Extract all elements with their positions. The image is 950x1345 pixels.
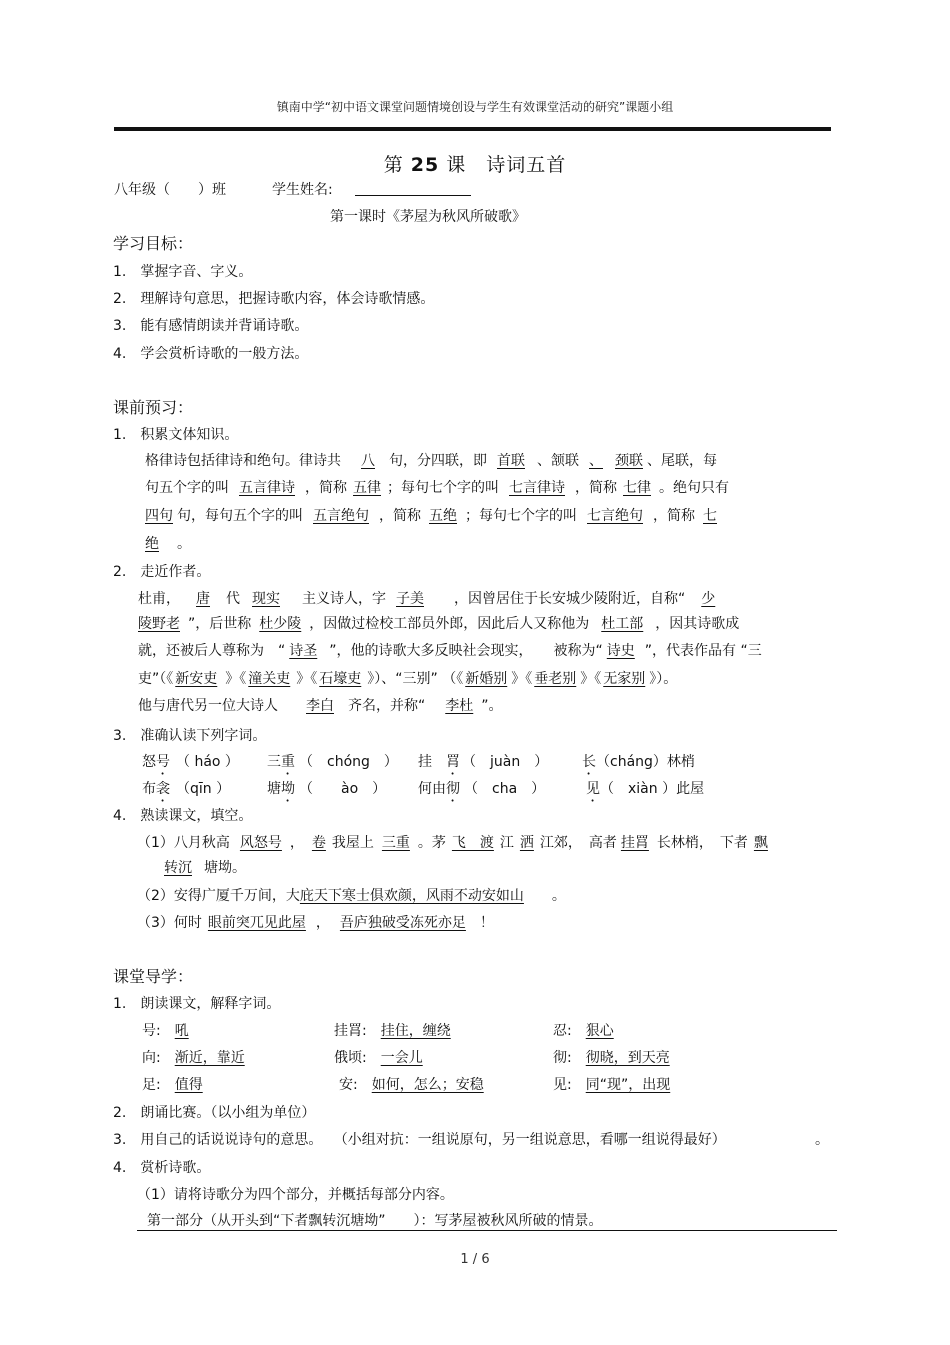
answer-blank[interactable]: 如何，怎么；安稳	[371, 1077, 484, 1093]
answer-blank[interactable]: 飞 渡	[451, 835, 494, 851]
answer-blank[interactable]: 洒	[519, 835, 534, 851]
author-line-3: 就，还被后人尊称为 “ 诗圣 ”，他的诗歌大多反映社会现实， 被称为“ 诗史 ”，代表作品有 “三	[138, 643, 762, 659]
answer-blank[interactable]: 新安吏	[175, 671, 218, 687]
goal-item: 3. 能有感情朗读并背诵诗歌。	[113, 318, 309, 334]
student-name-line	[272, 180, 471, 200]
class-question-3: 3. 用自己的话说说诗句的意思。 （小组对抗：一组说原句，另一组说意思，看哪一组说得最好）	[113, 1132, 726, 1148]
poem-form-line-4: 绝 。	[145, 536, 191, 552]
vocab-item: 安: 如何，怎么；安稳	[339, 1075, 506, 1095]
fill-line-2: （2）安得广厦千万间，大庇天下寒士俱欢颜，风雨不动安如山 。	[137, 888, 566, 904]
answer-blank[interactable]: 杜工部	[601, 616, 644, 632]
answer-blank[interactable]: 无家别	[603, 671, 646, 687]
pronunciation-item: 三重 （ chóng ）	[267, 754, 398, 770]
answer-blank[interactable]: 七言绝句	[587, 508, 643, 524]
answer-blank[interactable]: 狠心	[585, 1023, 614, 1039]
answer-blank[interactable]: 一会儿	[380, 1050, 423, 1066]
author-line-5: 他与唐代另一位大诗人 李白 齐名，并称“ 李杜 ”。	[138, 698, 503, 714]
fill-line-1-cont: 转沉 塘坳。	[164, 860, 246, 876]
answer-blank[interactable]: 新婚别	[465, 671, 508, 687]
answer-blank[interactable]: 转沉	[164, 860, 192, 876]
vocab-item: 彻: 彻晓，到天亮	[553, 1048, 696, 1068]
answer-blank[interactable]: 五言律诗	[239, 480, 295, 496]
vocab-item: 向: 渐近，靠近	[142, 1048, 261, 1068]
pronunciation-row-2: 布衾 （qīn ）	[142, 781, 231, 797]
preview-question-2: 2. 走近作者。	[113, 564, 211, 580]
goals-heading: 学习目标：	[113, 234, 194, 253]
answer-blank[interactable]: 五律	[353, 480, 381, 496]
author-line-1: 杜甫， 唐 代 现实 主义诗人，字 子美 ，因曾居住于长安城少陵附近，自称“ 少	[138, 591, 716, 607]
goal-item: 4. 学会赏析诗歌的一般方法。	[113, 346, 309, 362]
goal-item: 2. 理解诗句意思，把握诗歌内容，体会诗歌情感。	[113, 291, 435, 307]
answer-blank[interactable]: 诗圣	[289, 643, 318, 659]
answer-blank[interactable]: 李白	[306, 698, 334, 714]
pronunciation-item: 何由彻 （ cha ）	[418, 781, 546, 797]
answer-blank[interactable]: 李杜	[445, 698, 474, 714]
answer-underline	[137, 1230, 837, 1231]
project-header: 镇南中学“初中语文课堂问题情境创设与学生有效课堂活动的研究”课题小组	[276, 100, 674, 114]
goal-item: 1. 掌握字音、字义。	[113, 264, 253, 280]
answer-blank[interactable]: 少	[701, 591, 716, 607]
answer-blank[interactable]: 绝	[145, 536, 159, 552]
poem-form-line-1: 格律诗包括律诗和绝句。律诗共 八 句，分四联，即 首联 、颔联 、 颈联 、尾联，每	[145, 453, 717, 469]
grade-label: 八年级（ ）班	[114, 182, 226, 198]
lesson-title: 第一课时《茅屋为秋风所破歌》	[330, 209, 526, 225]
answer-blank[interactable]: 吾庐独破受冻死亦足	[339, 915, 466, 931]
answer-blank[interactable]: 陵野老	[138, 616, 180, 632]
answer-blank[interactable]: 诗史	[606, 643, 635, 659]
answer-blank[interactable]: 值得	[174, 1077, 203, 1093]
answer-blank[interactable]: 吼	[174, 1023, 189, 1039]
answer-blank[interactable]: 三重	[381, 835, 410, 851]
answer-blank[interactable]: 七言律诗	[509, 480, 565, 496]
preview-question-4: 4. 熟读课文，填空。	[113, 808, 253, 824]
vocab-item: 挂罥: 挂住，缠绕	[334, 1021, 475, 1041]
answer-blank[interactable]: 颈联	[615, 453, 643, 469]
answer-blank[interactable]: 挂住，缠绕	[380, 1023, 451, 1039]
answer-blank[interactable]: 子美	[396, 591, 424, 607]
answer-blank[interactable]: 四句	[145, 508, 173, 524]
answer-blank[interactable]: 七律	[623, 480, 651, 496]
answer-blank[interactable]: 彻晓，到天亮	[585, 1050, 670, 1066]
page-number: 1 / 6	[460, 1252, 490, 1267]
answer-blank[interactable]: 庇天下寒士俱欢颜，风雨不动安如山	[299, 888, 524, 904]
answer-blank[interactable]: 、	[589, 453, 603, 469]
answer-blank[interactable]: 首联	[497, 453, 525, 469]
answer-blank[interactable]: 唐	[196, 591, 210, 607]
answer-blank[interactable]: 垂老别	[534, 671, 577, 687]
answer-blank[interactable]: 风怒号	[239, 835, 282, 851]
answer-blank[interactable]: 挂罥	[620, 835, 649, 851]
page-title: 第 25 课 诗词五首	[383, 154, 567, 176]
fill-line-3: （3）何时 眼前突兀见此屋 ， 吾庐独破受冻死亦足 ！	[137, 915, 494, 931]
pronunciation-item: 塘坳 （ ào ）	[267, 781, 387, 797]
preview-question-3: 3. 准确认读下列字词。	[113, 728, 267, 744]
author-line-2: 陵野老 ”，后世称 杜少陵 ，因做过检校工部员外郎，因此后人又称他为 杜工部 ，因其诗歌成	[138, 616, 740, 632]
class-question-2: 2. 朗诵比赛。（以小组为单位）	[113, 1105, 316, 1121]
vocab-item: 足: 值得	[142, 1075, 261, 1095]
pronunciation-item: 长（cháng）林梢	[582, 754, 695, 770]
answer-blank[interactable]: 同“现”，出现	[585, 1077, 671, 1093]
answer-blank[interactable]: 潼关吏	[248, 671, 291, 687]
fill-line-1: （1）八月秋高 风怒号 ， 卷 我屋上 三重 。茅 飞 渡 江 洒 江郊， 高者 挂罥 长林梢， 下者 飘	[137, 835, 768, 851]
author-line-4: 吏”（《 新安吏 》《 潼关吏 》《 石壕吏 》）、“三别” （《 新婚别 》《 垂老别 》《 无家别 》）。	[138, 671, 678, 687]
student-name-label: 学生姓名:	[272, 182, 333, 198]
vocab-item: 忍: 狠心	[553, 1021, 696, 1041]
answer-blank[interactable]: 杜少陵	[259, 616, 302, 632]
answer-blank[interactable]: 眼前突兀见此屋	[207, 915, 306, 931]
vocab-item: 号: 吼	[142, 1021, 251, 1041]
grade-class-line	[114, 180, 226, 200]
pronunciation-item: 挂 罥 （ juàn ）	[418, 754, 549, 770]
answer-blank[interactable]: 五言绝句	[313, 508, 369, 524]
pronunciation-row-1: 怒号 （ háo ）	[142, 754, 239, 770]
vocab-item: 俄顷: 一会儿	[334, 1048, 507, 1068]
appreciation-sub-question: （1）请将诗歌分为四个部分，并概括每部分内容。	[137, 1187, 454, 1203]
answer-blank[interactable]: 七	[703, 508, 717, 524]
poem-form-line-3: 四句 句，每句五个字的叫 五言绝句 ，简称 五绝 ；每句七个字的叫 七言绝句 ，简称 七	[145, 508, 717, 524]
header-rule	[114, 127, 831, 131]
part-one-answer[interactable]: 第一部分（从开头到“下者飘转沉塘坳” ）：写茅屋被秋风所破的情景。	[147, 1213, 603, 1229]
answer-blank[interactable]: 卷	[311, 835, 326, 851]
preview-heading: 课前预习：	[113, 398, 194, 417]
answer-blank[interactable]: 渐近，靠近	[174, 1050, 245, 1066]
poem-form-line-2: 句五个字的叫 五言律诗 ，简称 五律 ；每句七个字的叫 七言律诗 ，简称 七律 。绝句只有	[145, 480, 729, 496]
vocab-item: 见: 同“现”，出现	[553, 1075, 704, 1095]
pronunciation-item: 见（ xiàn ）此屋	[586, 781, 705, 797]
class-question-4: 4. 赏析诗歌。	[113, 1160, 211, 1176]
class-question-3-end: 。	[815, 1132, 829, 1148]
student-name-field[interactable]	[355, 181, 471, 196]
answer-blank[interactable]: 石壕吏	[319, 671, 362, 687]
preview-question-1: 1. 积累文体知识。	[113, 427, 239, 443]
answer-blank[interactable]: 飘	[753, 835, 768, 851]
class-heading: 课堂导学：	[113, 967, 194, 986]
answer-blank[interactable]: 现实	[252, 591, 280, 607]
class-question-1: 1. 朗读课文，解释字词。	[113, 996, 281, 1012]
answer-blank[interactable]: 五绝	[429, 508, 457, 524]
answer-blank[interactable]: 八	[361, 453, 375, 469]
